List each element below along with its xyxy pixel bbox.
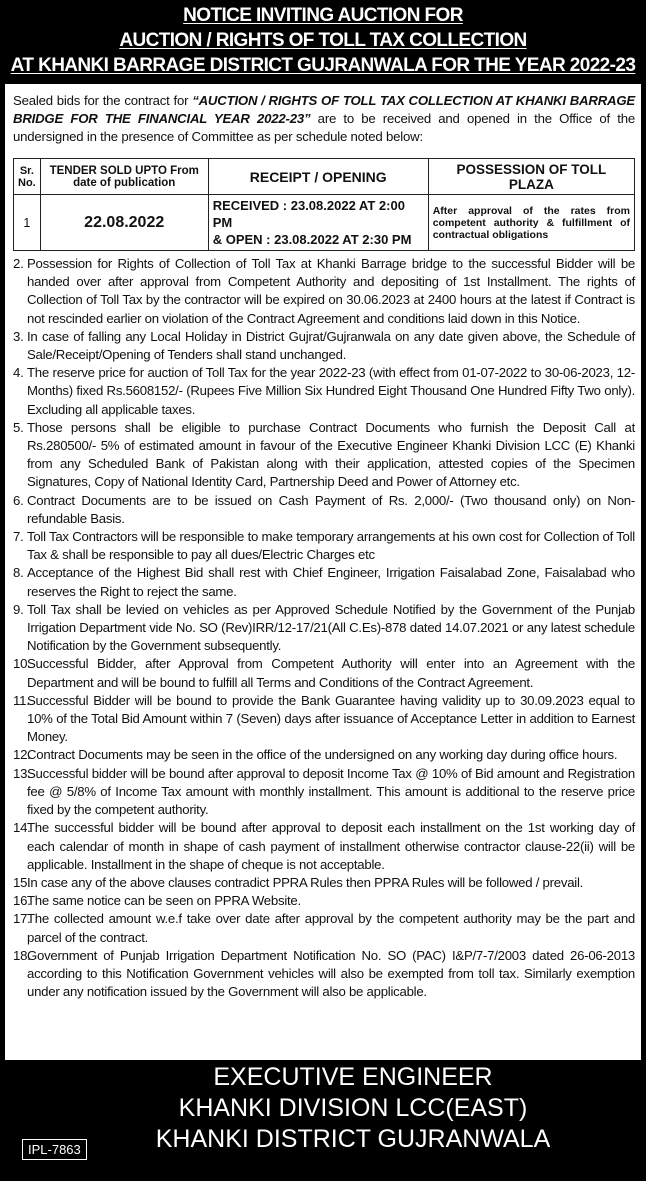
intro-contract-title: “AUCTION / RIGHTS OF TOLL TAX COLLECTION AT KHANKI BARRAGE BRIDGE FOR THE FINANCIAL YEAR 2022-23” (13, 93, 635, 126)
item-text: Contract Documents are to be issued on Cash Payment of Rs. 2,000/- (Two thousand only) on Non- refundable Basis. (27, 492, 635, 526)
item-text: The reserve price for auction of Toll Tax for the year 2022-23 (with effect from 01-07-2022 to 30-06-2023, 12-Months) fixed Rs.5608152/- (Rupees Five Million Six Hundred Eight Thousand One Hundred Fifty Two only). Excluding all applicable taxes. (27, 365, 635, 417)
list-item (13, 528, 635, 564)
item-text: The collected amount w.e.f take over date after approval by the competent authority may be the part and parcel of the contract. (27, 911, 635, 945)
intro-paragraph (13, 92, 635, 146)
item-text: Successful Bidder will be bound to provide the Bank Guarantee having validity up to 30.09.2023 equal to 10% of the Total Bid Amount within 7 (Seven) days after issuance of Acceptance Letter in addition to Earnest Money. (27, 692, 635, 745)
item-text: The successful bidder will be bound after approval to deposit each installment on the 1st working day of each calendar of month in shape of cash payment of installment otherwise contractor clause-22(ii) will be applicable. Installment in the shape of cheque is not acceptable. (27, 820, 635, 872)
intro-text: are to be received and opened in the Office of the undersigned in the presence of Committee as per schedule noted below: (13, 111, 635, 144)
item-number: 16. (13, 893, 31, 909)
item-text: Successful Bidder, after Approval from Competent Authority will enter into an Agreement with the Department and will be bound to fulfill all Terms and Conditions of the Contract Agreement. (27, 656, 635, 690)
item-number: 8. (13, 565, 24, 581)
list-item (13, 492, 635, 528)
conditions-list (13, 255, 635, 1001)
item-number: 14. (13, 820, 31, 836)
notice-header (0, 0, 646, 82)
list-item (13, 692, 635, 747)
table-row (14, 195, 635, 251)
item-number: 15. (13, 874, 31, 890)
table-header-row (14, 159, 635, 195)
list-item (13, 910, 635, 946)
item-number: 18. (13, 947, 31, 963)
cell-receipt (208, 195, 428, 251)
list-item (13, 947, 635, 1002)
header-line: AT KHANKI BARRAGE DISTRICT GUJRANWALA FOR THE YEAR 2022-23 (10, 55, 636, 76)
item-text: Government of Punjab Irrigation Department Notification No. SO (PAC) I&P/7-7/2003 dated 26-06-2013 according to this Notification Government vehicles will also be exempted from toll tax. Similarly exemption under any notification issued by the Government will also be applicable. (27, 947, 635, 1000)
list-item (13, 328, 635, 364)
list-item (13, 601, 635, 656)
list-item (13, 892, 635, 910)
col-possession: POSSESSION OF TOLL PLAZA (428, 159, 634, 195)
cell-date: 22.08.2022 (40, 195, 208, 251)
list-item (13, 819, 635, 874)
item-text: The same notice can be seen on PPRA Website. (27, 893, 301, 909)
open-time: & OPEN : 23.08.2022 AT 2:30 PM (212, 232, 412, 247)
col-receipt: RECEIPT / OPENING (208, 159, 428, 195)
schedule-table (13, 158, 635, 251)
item-number: 4. (13, 365, 24, 381)
list-item (13, 419, 635, 492)
item-number: 9. (13, 601, 24, 617)
list-item (13, 255, 635, 328)
cell-possession: After approval of the rates from competent authority & fulfillment of contractual obligations (428, 195, 634, 251)
item-text: Toll Tax Contractors will be responsible to make temporary arrangements at his own cost for Collection of Toll Tax & shall be responsible to pay all dues/Electric Charges etc (27, 529, 635, 563)
item-text: Acceptance of the Highest Bid shall rest with Chief Engineer, Irrigation Faisalabad Zone, Faisalabad who reserves the Right to reject the same. (27, 565, 635, 599)
list-item (13, 564, 635, 600)
list-item (13, 746, 635, 764)
ipl-code: IPL-7863 (22, 1139, 87, 1160)
signatory-district: KHANKI DISTRICT GUJRANWALA (155, 1125, 551, 1153)
item-text: Toll Tax shall be levied on vehicles as per Approved Schedule Notified by the Government of the Punjab Irrigation Department vide No. SO (Rev)IRR/12-17/21(All C.Es)-878 dated 14.07.2021 or any latest schedule Notification by the Government subsequently. (27, 601, 635, 654)
item-number: 12. (13, 747, 31, 763)
item-text: In case any of the above clauses contradict PPRA Rules then PPRA Rules will be followed / prevail. (27, 874, 584, 890)
col-tender: TENDER SOLD UPTO From date of publication (40, 159, 208, 195)
notice-body (3, 82, 643, 1062)
item-number: 3. (13, 328, 24, 344)
list-item (13, 655, 635, 691)
header-line: AUCTION / RIGHTS OF TOLL TAX COLLECTION (119, 30, 527, 51)
list-item (13, 765, 635, 820)
signatory-title: EXECUTIVE ENGINEER (213, 1063, 493, 1091)
item-text: Possession for Rights of Collection of Toll Tax at Khanki Barrage bridge to the successful Bidder will be handed over after approval from Competent Authority and depositing of 1st Installment. The rights of Collection of Toll Tax by the contractor will be expired on 30.06.2023 at 2400 hours at the latest if Contract is not rescinded earlier on violation of the Contract Agreement and conditions laid down in this Notice. (27, 256, 635, 326)
item-number: 5. (13, 419, 24, 435)
item-number: 10. (13, 656, 31, 672)
item-number: 6. (13, 492, 24, 508)
item-text: Successful bidder will be bound after approval to deposit Income Tax @ 10% of Bid amount and Registration fee @ 5/8% of Income Tax amount with monthly installment. This amount is additional to the reserve price fixed by the competent authority. (27, 765, 635, 818)
item-number: 17. (13, 911, 31, 927)
received-time: RECEIVED : 23.08.2022 AT 2:00 PM (212, 198, 405, 230)
intro-text: Sealed bids for the contract for (13, 93, 193, 108)
item-number: 11. (13, 692, 30, 708)
signature-block (0, 1062, 646, 1179)
col-sr: Sr. No. (14, 159, 41, 195)
item-text: In case of falling any Local Holiday in District Gujrat/Gujranwala on any date given above, the Schedule of Sale/Receipt/Opening of Tenders shall stand unchanged. (27, 328, 635, 363)
signatory-division: KHANKI DIVISION LCC(EAST) (178, 1094, 528, 1122)
cell-sr: 1 (14, 195, 41, 251)
header-line: NOTICE INVITING AUCTION FOR (183, 5, 463, 26)
item-number: 13. (13, 765, 31, 781)
item-text: Those persons shall be eligible to purchase Contract Documents who furnish the Deposit Call at Rs.280500/- 5% of estimated amount in favour of the Executive Engineer Khanki Division LCC (E) Khanki from any Scheduled Bank of Pakistan along with their application, attested copies of the Specimen Signatures, Copy of National Identity Card, Partnership Deed and Power of Attorney etc. (27, 419, 635, 490)
item-number: 2. (13, 256, 24, 271)
list-item (13, 364, 635, 419)
item-number: 7. (13, 529, 24, 545)
list-item (13, 874, 635, 892)
item-text: Contract Documents may be seen in the office of the undersigned on any working day during office hours. (27, 747, 618, 763)
